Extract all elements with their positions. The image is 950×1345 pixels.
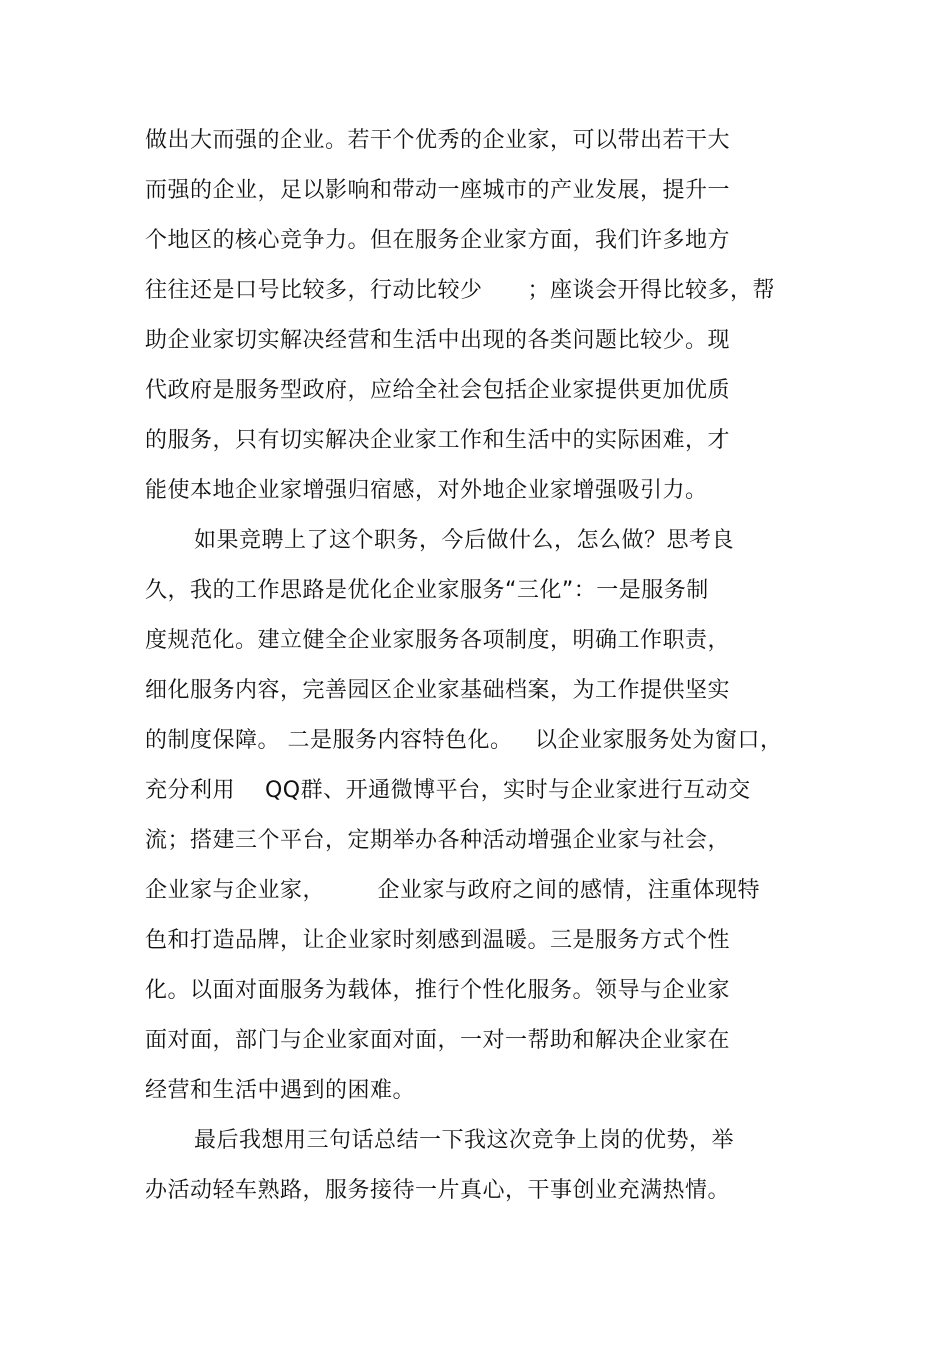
paragraph-start-line: 如果竞聘上了这个职务，今后做什么，怎么做？思考良 [194,528,735,553]
text-line: 的制度保障。 二是服务内容特色化。 以企业家服务处为窗口， [145,728,783,753]
text-line: 企业家与企业家， 企业家与政府之间的感情，注重体现特 [145,878,760,903]
text-line: 细化服务内容，完善园区企业家基础档案，为工作提供坚实 [145,678,731,703]
text-line: 而强的企业，足以影响和带动一座城市的产业发展，提升一 [145,178,731,203]
text-line: 面对面，部门与企业家面对面，一对一帮助和解决企业家在 [145,1028,731,1053]
text-line: 流；搭建三个平台，定期举办各种活动增强企业家与社会， [145,828,731,853]
text-line: 色和打造品牌，让企业家时刻感到温暖。三是服务方式个性 [145,928,731,953]
text-line: 久，我的工作思路是优化企业家服务“三化”：一是服务制 [145,578,709,603]
text-line: 代政府是服务型政府，应给全社会包括企业家提供更加优质 [145,378,731,403]
text-line: 经营和生活中遇到的困难。 [145,1078,416,1103]
text-line: 充分利用 QQ群、开通微博平台，实时与企业家进行互动交 [145,778,751,803]
text-line: 的服务，只有切实解决企业家工作和生活中的实际困难，才 [145,428,731,453]
text-line: 办活动轻车熟路，服务接待一片真心，干事创业充满热情。 [145,1178,731,1203]
paragraph-start-line: 最后我想用三句话总结一下我这次竞争上岗的优势，举 [194,1128,735,1153]
text-line: 个地区的核心竞争力。但在服务企业家方面，我们许多地方 [145,228,731,253]
text-line: 度规范化。建立健全企业家服务各项制度，明确工作职责， [145,628,731,653]
text-line: 能使本地企业家增强归宿感，对外地企业家增强吸引力。 [145,478,708,503]
text-line: 往往还是口号比较多，行动比较少 ；座谈会开得比较多，帮 [145,278,775,303]
text-line: 做出大而强的企业。若干个优秀的企业家，可以带出若干大 [145,128,731,153]
text-line: 助企业家切实解决经营和生活中出现的各类问题比较少。现 [145,328,731,353]
text-line: 化。以面对面服务为载体，推行个性化服务。领导与企业家 [145,978,731,1003]
